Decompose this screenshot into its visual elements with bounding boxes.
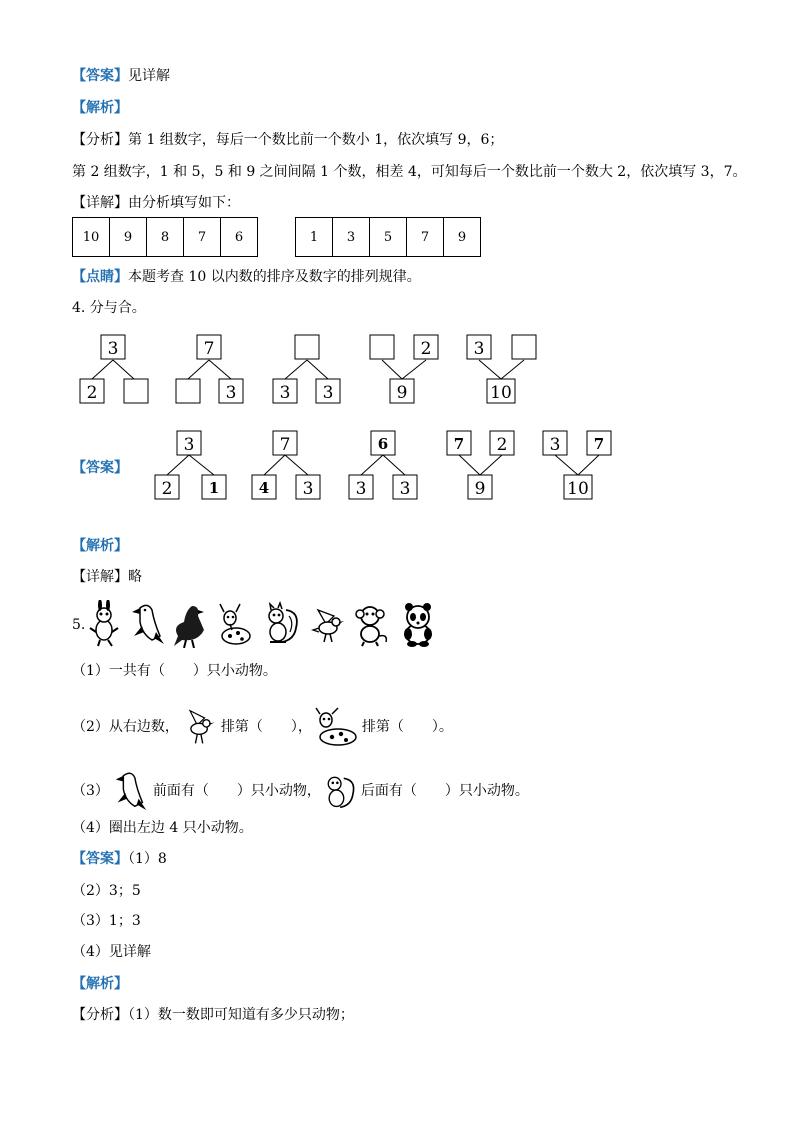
q5-number: 5. [72, 617, 86, 633]
answer-tag: 【答案】 [72, 460, 128, 476]
comment-text: 本题考查 10 以内数的排序及数字的排列规律。 [128, 269, 421, 285]
bird-icon [181, 707, 219, 747]
detail-tag: 【详解】 [72, 195, 128, 211]
fenxi-tag: 【分析】 [72, 1007, 128, 1023]
sequence-cell: 3 [333, 218, 370, 257]
detail-tag: 【详解】 [72, 569, 128, 585]
box-number: 7 [279, 435, 291, 455]
panda-icon [404, 603, 432, 647]
detail-text: 由分析填写如下： [128, 195, 240, 211]
q5-animal-row [84, 600, 454, 648]
box-number: 2 [496, 435, 508, 455]
detail-text: 略 [128, 569, 142, 585]
answer-1: （1）8 [128, 851, 167, 867]
sequence-cell: 10 [73, 218, 110, 257]
box-number: 3 [183, 435, 195, 455]
deer-icon [314, 707, 360, 747]
part2-mid: 排第（ ）， [220, 719, 312, 735]
q5-part1: （1）一共有（ ）只小动物。 [72, 663, 277, 679]
part2-prefix: （2）从右边数， [72, 719, 179, 735]
box-number: 7 [203, 339, 215, 359]
fenxi-text: （1）数一数即可知道有多少只动物； [128, 1007, 354, 1023]
split-diagram [176, 335, 243, 403]
box-number: 10 [490, 383, 512, 403]
sequence-cell: 6 [221, 218, 258, 257]
merge-diagram [447, 431, 514, 499]
q4-detail-line [72, 567, 142, 587]
q5-analysis-line [72, 974, 128, 994]
answer-box[interactable] [124, 379, 148, 403]
split-diagram [273, 335, 340, 403]
squirrel-icon [269, 603, 297, 642]
analysis-tag: 【解析】 [72, 976, 128, 992]
merge-diagram [467, 335, 536, 403]
answer-tag: 【答案】 [72, 851, 128, 867]
rabbit-icon [90, 600, 118, 646]
penguin-icon [132, 605, 164, 644]
deer-icon [220, 604, 250, 644]
box-number: 2 [86, 383, 98, 403]
part2-suffix: 排第（ ）。 [361, 719, 453, 735]
box-number: 10 [567, 479, 589, 499]
q5-fenxi-line [72, 1005, 354, 1025]
sequence-table-2 [295, 217, 481, 257]
box-number: 3 [355, 479, 367, 499]
comment-tag: 【点睛】 [72, 269, 128, 285]
box-number: 3 [549, 435, 561, 455]
answer-box[interactable] [295, 335, 319, 359]
fenxi-tag: 【分析】 [72, 132, 128, 148]
sequence-table-1 [72, 217, 258, 257]
box-number: 4 [258, 479, 270, 497]
answer-box[interactable] [370, 335, 394, 359]
q3-fenxi-line-2: 第 2 组数字，1 和 5，5 和 9 之间间隔 1 个数，相差 4，可知每后一个数比前一个数大 2，依次填写 3，7。 [72, 164, 747, 180]
q5-answer-line [72, 849, 167, 869]
sequence-cell: 8 [147, 218, 184, 257]
q4-answer-diagrams [0, 420, 794, 505]
sequence-cell: 7 [407, 218, 444, 257]
box-number: 3 [279, 383, 291, 403]
box-number: 7 [593, 435, 605, 453]
answer-box[interactable] [176, 379, 200, 403]
box-number: 3 [322, 383, 334, 403]
sequence-cell: 9 [110, 218, 147, 257]
q3-detail-line [72, 193, 240, 213]
box-number: 6 [377, 435, 389, 453]
q3-analysis-line [72, 98, 128, 118]
part3-prefix: （3） [72, 783, 109, 799]
q5-part4: （4）圈出左边 4 只小动物。 [72, 820, 253, 836]
q3-comment-line [72, 267, 421, 287]
split-diagram [155, 431, 226, 499]
q4-title: 4. 分与合。 [72, 300, 146, 316]
sequence-cell: 7 [184, 218, 221, 257]
q4-analysis-line [72, 536, 128, 556]
answer-tag: 【答案】 [72, 68, 128, 84]
analysis-tag: 【解析】 [72, 100, 128, 116]
q5-answer-3: （3）1；3 [72, 913, 141, 929]
merge-diagram [370, 335, 438, 403]
box-number: 3 [399, 479, 411, 499]
box-number: 9 [396, 383, 408, 403]
part3-mid: 前面有（ ）只小动物， [152, 783, 321, 799]
merge-diagram [543, 431, 611, 499]
sequence-cell: 5 [370, 218, 407, 257]
sequence-cell: 1 [296, 218, 333, 257]
split-diagram [80, 335, 148, 403]
box-number: 3 [107, 339, 119, 359]
part3-suffix: 后面有（ ）只小动物。 [360, 783, 529, 799]
monkey-icon [356, 607, 386, 646]
box-number: 7 [453, 435, 465, 453]
box-number: 1 [208, 479, 220, 497]
q5-part3 [72, 770, 529, 812]
box-number: 3 [225, 383, 237, 403]
answer-text: 见详解 [128, 68, 170, 84]
q5-answer-2: （2）3；5 [72, 883, 141, 899]
q3-answer-line [72, 66, 170, 86]
squirrel-icon [323, 771, 359, 811]
analysis-tag: 【解析】 [72, 538, 128, 554]
q3-fenxi-line [72, 130, 503, 150]
pigeon-icon [174, 606, 204, 648]
box-number: 2 [161, 479, 173, 499]
q4-problem-diagrams [0, 325, 794, 410]
answer-box[interactable] [512, 335, 536, 359]
q5-answer-4: （4）见详解 [72, 944, 151, 960]
fenxi-text: 第 1 组数字，每后一个数比前一个数小 1，依次填写 9，6； [128, 132, 504, 148]
split-diagram [349, 431, 417, 499]
split-diagram [252, 431, 320, 499]
box-number: 9 [474, 479, 486, 499]
penguin-icon [111, 770, 151, 812]
box-number: 2 [420, 339, 432, 359]
box-number: 3 [302, 479, 314, 499]
box-number: 3 [473, 339, 485, 359]
q5-part2 [72, 707, 453, 747]
bird-icon [313, 610, 344, 642]
sequence-cell: 9 [444, 218, 481, 257]
